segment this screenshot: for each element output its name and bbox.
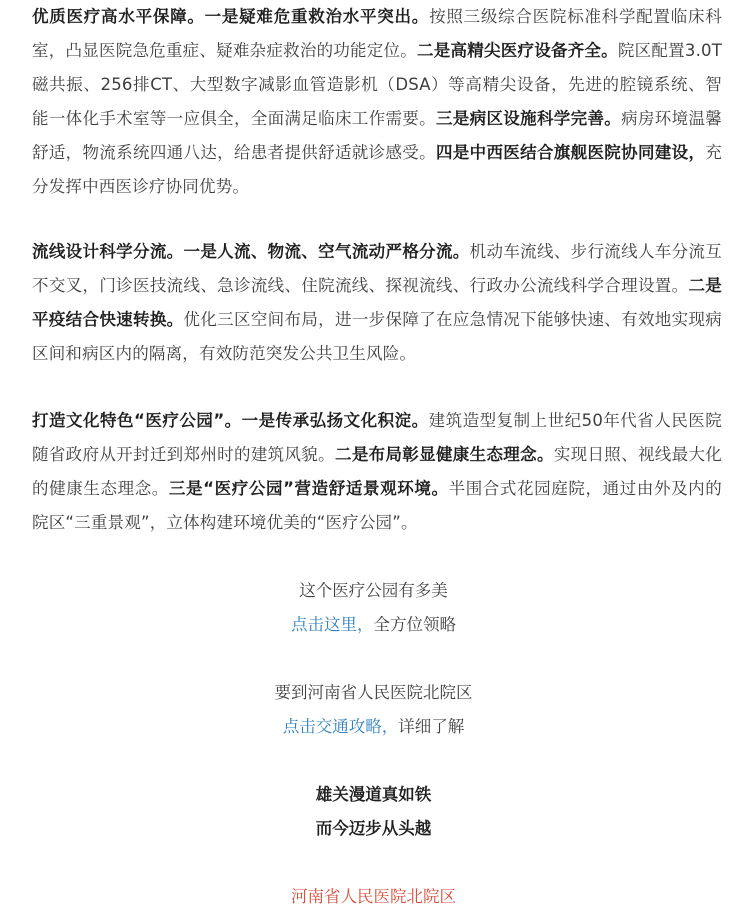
point-2-text: 院区配置3.0T磁共振、256排CT、大型数字减影血管造影机（DSA）等高精尖设备，先进的腔镜系统、智能一体化手术室等一应俱全，全面满足临床工作需要。 (32, 41, 723, 128)
park-tour-block (0, 574, 747, 642)
point-1-text: 按照三级综合医院标准科学配置临床科室，凸显医院急危重症、疑难杂症救治的功能定位。 (32, 7, 722, 60)
paragraph-culture-park (32, 404, 722, 540)
culture-point-3-heading: 三是“医疗公园”营造舒适景观环境。 (168, 479, 449, 498)
poem-block (0, 778, 747, 846)
park-tour-line (0, 608, 747, 642)
heading-culture-park: 打造文化特色“医疗公园”。 (32, 411, 242, 430)
flow-point-1-text: 机动车流线、步行流线人车分流互不交叉，门诊医技流线、急诊流线、住院流线、探视流线、行政办公流线科学合理设置。 (32, 242, 723, 295)
flow-point-1-heading: 一是人流、物流、空气流动严格分流。 (183, 242, 470, 261)
traffic-guide-line (0, 710, 747, 744)
traffic-guide-block (0, 676, 747, 744)
culture-point-2-text: 实现日照、视线最大化的健康生态理念。 (32, 445, 723, 498)
culture-point-1-text: 建筑造型复制上世纪50年代省人民医院随省政府从开封迁到郑州时的建筑风貌。 (32, 411, 722, 464)
poem-line-1: 雄关漫道真如铁 (315, 785, 432, 804)
poem-line-2: 而今迈步从头越 (315, 819, 432, 838)
point-4-text: 充分发挥中西医诊疗协同优势。 (32, 143, 722, 196)
paragraph-flow-design (32, 235, 722, 371)
click-here-link[interactable]: 点击这里， (291, 615, 374, 634)
flow-point-2-text: 优化三区空间布局，进一步保障了在应急情况下能够快速、有效地实现病区间和病区内的隔离，有效防范突发公共卫生风险。 (32, 310, 722, 363)
point-2-heading: 二是高精尖医疗设备齐全。 (417, 41, 618, 60)
heading-flow-design: 流线设计科学分流。 (32, 242, 184, 261)
traffic-guide-link[interactable]: 点击交通攻略， (282, 717, 399, 736)
culture-point-3-text: 半围合式花园庭院，通过由外及内的院区“三重景观”，立体构建环境优美的“医疗公园”。 (32, 479, 723, 532)
flow-point-2-heading: 二是平疫结合快速转换。 (32, 276, 722, 329)
traffic-guide-rest: 详细了解 (398, 717, 465, 736)
heading-medical-quality: 优质医疗高水平保障。 (32, 7, 205, 26)
culture-point-2-heading: 二是布局彰显健康生态理念。 (334, 445, 554, 464)
point-3-text: 病房环境温馨舒适，物流系统四通八达，给患者提供舒适就诊感受。 (32, 109, 722, 162)
point-3-heading: 三是病区设施科学完善。 (435, 109, 622, 128)
point-1-heading: 一是疑难危重救治水平突出。 (204, 7, 430, 26)
culture-point-1-heading: 一是传承弘扬文化积淀。 (241, 411, 429, 430)
park-tour-caption: 这个医疗公园有多美 (299, 581, 448, 600)
paragraph-medical-quality (32, 0, 722, 204)
footer-hospital-name: 河南省人民医院北院区 (291, 887, 456, 906)
traffic-guide-caption: 要到河南省人民医院北院区 (274, 683, 473, 702)
point-4-heading: 四是中西医结合旗舰医院协同建设， (435, 143, 706, 162)
park-tour-rest: 全方位领略 (373, 615, 456, 634)
